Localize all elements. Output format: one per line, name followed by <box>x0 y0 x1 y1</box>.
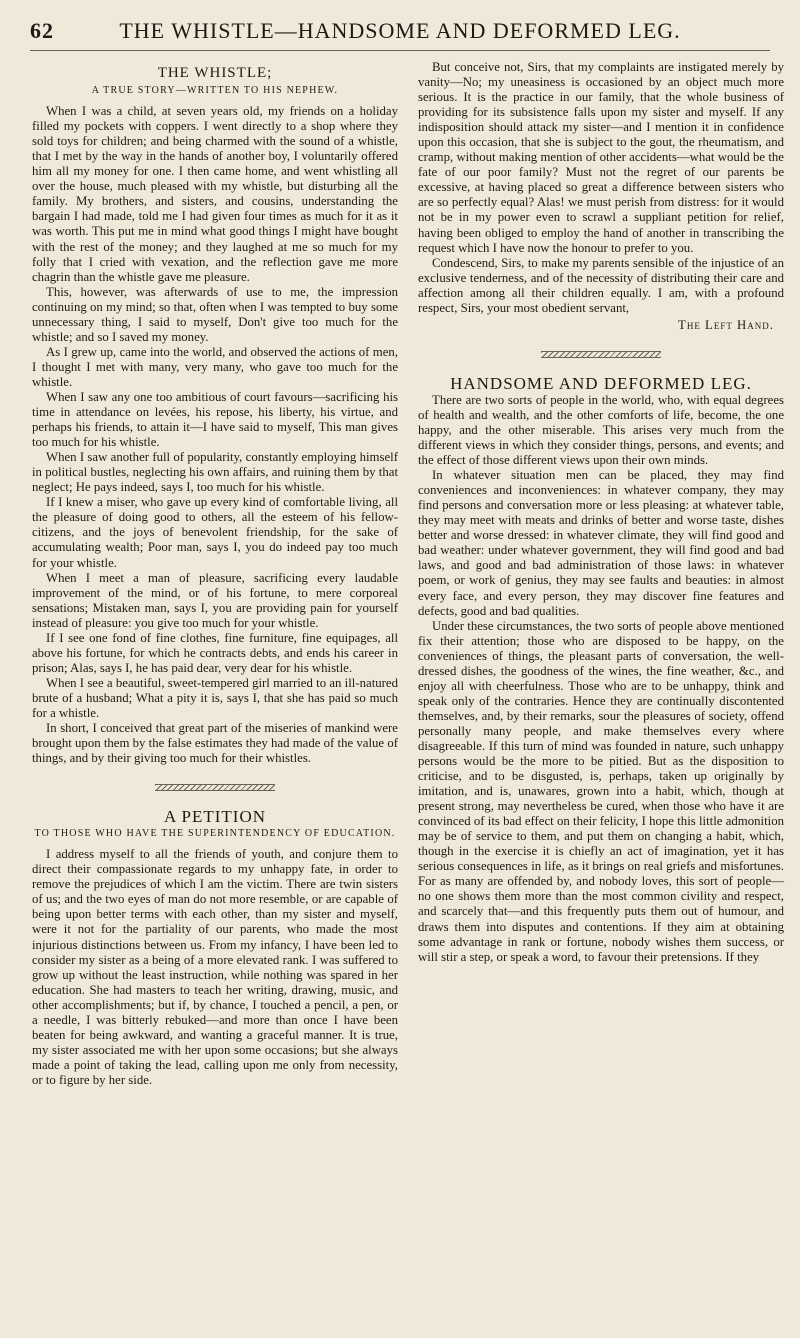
leg-paragraph: There are two sorts of people in the world, who, with equal degrees of health and wealth, and the other comforts of life, become, the one happy, and the other miserable. This arises very much from the different views in which they consider things, persons, and events; and the effect of those different views upon their own minds. <box>418 392 784 468</box>
whistle-paragraph: As I grew up, came into the world, and observed the actions of men, I thought I met with many, very many, who gave too much for the whistle. <box>32 344 398 389</box>
whistle-paragraph: If I knew a miser, who gave up every kind of comfortable living, all the pleasure of doing good to others, all the esteem of his fellow-citizens, and the joys of benevolent friendship, for the sake of accumulating wealth; Poor man, says I, you do indeed pay too much for your whistle. <box>32 495 398 570</box>
petition-paragraph: But conceive not, Sirs, that my complaints are instigated merely by vanity—No; my uneasiness is occasioned by an object much more serious. It is the practice in our family, that the whole business of providing for its subsistence falls upon my sister and myself. If any indisposition should attack my sister—and I mention it in confidence upon this occasion, that she is subject to the gout, the rheumatism, and cramp, without making mention of other accidents—what would be the fate of our poor family? Must not the regret of our parents be excessive, at having placed so great a difference between sisters who are so perfectly equal? Alas! we must perish from distress: for it would not be in my power even to scrawl a suppliant petition for relief, having been obliged to employ the hand of another in transcribing the request which I have now the honour to prefer to you. <box>418 60 784 255</box>
section-divider <box>541 351 661 358</box>
whistle-paragraph: When I saw another full of popularity, constantly employing himself in political bustles, neglecting his own affairs, and ruining them by that neglect; He pays indeed, says I, too much for his whistle. <box>32 450 398 495</box>
whistle-paragraph: When I see a beautiful, sweet-tempered girl married to an ill-natured brute of a husband; What a pity it is, says I, that she has paid so much for a whistle. <box>32 675 398 720</box>
left-column <box>32 60 398 1088</box>
whistle-paragraph: This, however, was afterwards of use to me, the impression continuing on my mind; so that, often when I was tempted to buy some unnecessary thing, I said to myself, Don't give too much for the whistle; and so I saved my money. <box>32 284 398 344</box>
whistle-paragraph: In short, I conceived that great part of the miseries of mankind were brought upon them by the false estimates they had made of the value of things, and by their giving too much for their whistles. <box>32 721 398 766</box>
petition-title: A PETITION <box>163 807 267 827</box>
whistle-paragraph: When I meet a man of pleasure, sacrificing every laudable improvement of the mind, or of his fortune, to mere corporeal sensations; Mistaken man, says I, you are providing pain for yourself instead of pleasure: you give too much for your whistle. <box>32 570 398 630</box>
leg-title: HANDSOME AND DEFORMED LEG. <box>450 373 752 393</box>
whistle-paragraph: If I see one fond of fine clothes, fine furniture, fine equipages, all above his fortune, for which he contracts debts, and ends his career in prison; Alas, says I, he has paid dear, very dear for his whistle. <box>32 630 398 675</box>
petition-signature: The Left Hand. <box>678 317 774 332</box>
petition-paragraph: I address myself to all the friends of youth, and conjure them to direct their compassionate regards to my unhappy fate, in order to remove the prejudices of which I am the victim. There are twin sisters of us; and the two eyes of man do not more resemble, or are capable of being upon better terms with each other, than my sister and myself, were it not for the partiality of our parents, who made the most injurious distinctions between us. From my infancy, I have been led to consider my sister as a being of a more elevated rank. I was suffered to grow up without the least instruction, while nothing was spared in her education. She had masters to teach her writing, drawing, music, and other accomplishments; but if, by chance, I touched a pencil, a pen, or a needle, I was bitterly rebuked—and more than once I have been beaten for being awkward, and wanting a graceful manner. It is true, my sister associated me with her upon some occasions; but she always made a point of taking the lead, calling upon me only from necessity, or to figure by her side. <box>32 847 398 1087</box>
running-title: THE WHISTLE—HANDSOME AND DEFORMED LEG. <box>119 18 681 43</box>
petition-subtitle: TO THOSE WHO HAVE THE SUPERINTENDENCY OF EDUCATION. <box>34 828 396 840</box>
whistle-title: THE WHISTLE; <box>157 65 273 81</box>
leg-paragraph: Under these circumstances, the two sorts of people above mentioned fix their attention; those who are disposed to be happy, on the conveniences of things, the pleasant parts of conversation, the well-dressed dishes, the goodness of the wines, the fine weather, &c., and enjoy all with cheerfulness. Those who are to be unhappy, think and speak only of the contraries. Hence they are continually discontented themselves, and, by their remarks, sour the pleasures of society, offend personally many people, and make themselves every where disagreeable. If this turn of mind was founded in nature, such unhappy persons would be the more to be pitied. But as the disposition to criticise, and to be disgusted, is, perhaps, taken up originally by imitation, and is, unawares, grown into a habit, which, though at present strong, may nevertheless be cured, when those who have it are convinced of its bad effect on their felicity, I hope this little admonition may be of service to them, and put them on changing a habit, which, though in the exercise it is chiefly an act of imagination, yet it has serious consequences in life, as it brings on real griefs and misfortunes. For as many are offended by, and nobody loves, this sort of people—no one shows them more than the most common civility and respect, and scarcely that—and this frequently puts them out of humour, and draws them into disputes and contentions. If they aim at obtaining some advantage in rank or fortune, nobody wishes them success, or will stir a step, or speak a word, to favour their pretensions. If they <box>418 618 784 964</box>
section-divider <box>155 784 275 791</box>
whistle-subtitle: A TRUE STORY—WRITTEN TO HIS NEPHEW. <box>91 85 339 97</box>
page-header <box>30 14 770 51</box>
petition-paragraph: Condescend, Sirs, to make my parents sensible of the injustice of an exclusive tenderness, and of the necessity of distributing their care and affection among all their children equally. I am, with a profound respect, Sirs, your most obedient servant, <box>418 255 784 315</box>
page-number: 62 <box>30 18 54 43</box>
whistle-paragraph: When I saw any one too ambitious of court favours—sacrificing his time in attendance on levées, his repose, his liberty, his virtue, and perhaps his friends, to attain it—I have said to myself, This man gives too much for his whistle. <box>32 389 398 450</box>
leg-paragraph: In whatever situation men can be placed, they may find conveniences and inconveniences: in whatever company, they may find persons and conversation more or less pleasing: at whatever table, they may meet with meats and drinks of better and worse taste, dishes better and worse dressed: in whatever climate, they will find good and bad weather: under whatever government, they will find good and bad laws, and good and bad administration of those laws: in whatever poem, or work of genius, they may see faults and beauties: in almost every face, and every person, they may discover fine features and defects, good and bad qualities. <box>418 468 784 618</box>
whistle-paragraph: When I was a child, at seven years old, my friends on a holiday filled my pockets with coppers. I went directly to a shop where they sold toys for children; and being charmed with the sound of a whistle, that I met by the way in the hands of another boy, I voluntarily offered him all my money for one. I then came home, and went whistling all over the house, much pleased with my whistle, but disturbing all the family. My brothers, and sisters, and cousins, understanding the bargain I had made, told me I had given four times as much for it as it was worth. This put me in mind what good things I might have bought with the rest of the money; and they laughed at me so much for my folly that I cried with vexation, and the reflection gave me more chagrin than the whistle gave me pleasure. <box>32 104 398 284</box>
right-column <box>418 60 784 965</box>
